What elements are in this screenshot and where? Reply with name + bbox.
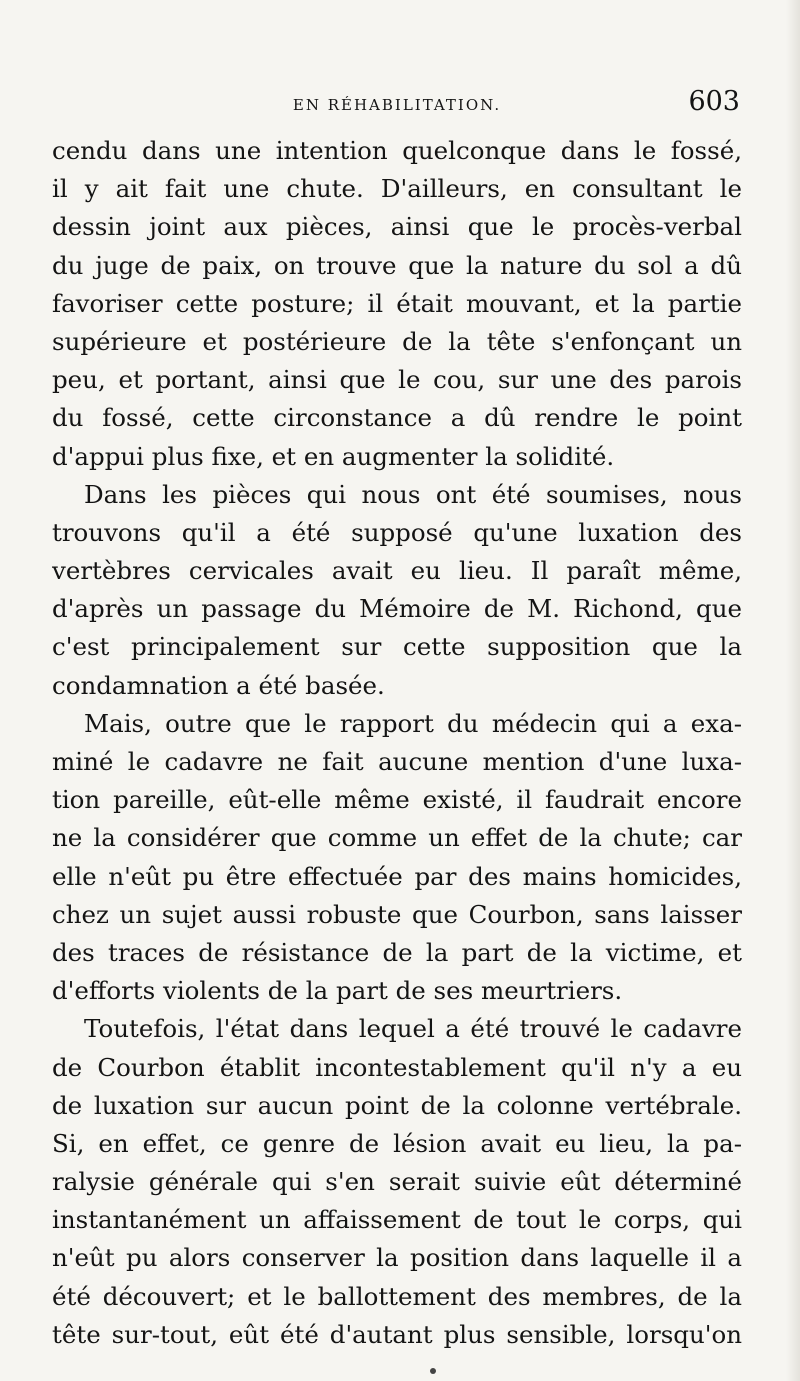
page-number: 603 — [688, 86, 740, 117]
text-line: chez un sujet aussi robuste que Courbon, sans laisser — [52, 899, 742, 929]
text-line: du fossé, cette circonstance a dû rendre le point — [52, 403, 742, 433]
text-line: condamnation a été basée. — [52, 670, 385, 700]
text-line: n'eût pu alors conserver la position dans laquelle il a — [52, 1243, 742, 1273]
text-line: vertèbres cervicales avait eu lieu. Il paraît même, — [52, 556, 742, 586]
text-line: elle n'eût pu être effectuée par des mains homicides, — [52, 861, 742, 891]
text-line: cendu dans une intention quelconque dans le fossé, — [52, 136, 742, 165]
text-line: peu, et portant, ainsi que le cou, sur une des parois — [52, 365, 742, 395]
text-line: ralysie générale qui s'en serait suivie eût déterminé — [52, 1167, 742, 1197]
page-edge-shadow — [786, 0, 800, 1381]
text-line: d'appui plus fixe, et en augmenter la solidité. — [52, 441, 615, 471]
paragraph-first-line: Dans les pièces qui nous ont été soumises, nous — [84, 479, 742, 509]
text-line: tion pareille, eût-elle même existé, il faudrait encore — [52, 785, 742, 815]
page-header — [52, 86, 742, 122]
text-line: il y ait fait une chute. D'ailleurs, en consultant le — [52, 174, 742, 204]
text-line: Si, en effet, ce genre de lésion avait eu lieu, la pa- — [52, 1128, 742, 1158]
text-line: d'efforts violents de la part de ses meurtriers. — [52, 976, 623, 1006]
text-line: favoriser cette posture; il était mouvant, et la partie — [52, 288, 742, 318]
text-line: tête sur-tout, eût été d'autant plus sensible, lorsqu'on — [52, 1319, 742, 1349]
text-line: du juge de paix, on trouve que la nature du sol a dû — [52, 250, 742, 280]
text-line: dessin joint aux pièces, ainsi que le procès-verbal — [52, 212, 742, 242]
text-line: instantanément un affaissement de tout le corps, qui — [52, 1205, 742, 1235]
ink-mark — [430, 1368, 436, 1374]
body-text — [52, 132, 742, 1354]
text-line: c'est principalement sur cette supposition que la — [52, 632, 742, 662]
text-line: d'après un passage du Mémoire de M. Richond, que — [52, 594, 742, 624]
running-head: EN RÉHABILITATION. — [292, 96, 502, 114]
text-line: trouvons qu'il a été supposé qu'une luxation des — [52, 517, 742, 547]
text-line: de Courbon établit incontestablement qu'il n'y a eu — [52, 1052, 742, 1082]
paragraph-first-line: Toutefois, l'état dans lequel a été trouvé le cadavre — [84, 1014, 742, 1044]
text-line: miné le cadavre ne fait aucune mention d'une luxa- — [52, 747, 742, 776]
text-line: des traces de résistance de la part de la victime, et — [52, 937, 742, 967]
text-line: ne la considérer que comme un effet de la chute; car — [52, 823, 742, 853]
text-line: de luxation sur aucun point de la colonne vertébrale. — [52, 1090, 742, 1120]
text-line: été découvert; et le ballottement des membres, de la — [52, 1281, 742, 1311]
paragraph-first-line: Mais, outre que le rapport du médecin qui a exa- — [84, 708, 742, 738]
text-line: supérieure et postérieure de la tête s'enfonçant un — [52, 326, 742, 356]
